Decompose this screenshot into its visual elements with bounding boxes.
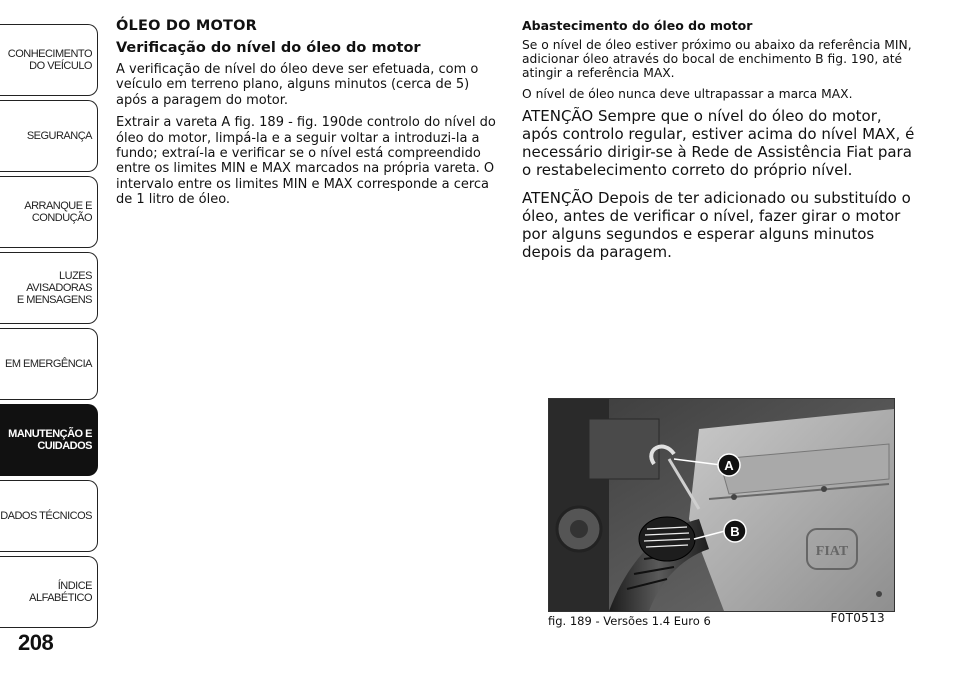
oil-level-check-heading: Verificação do nível do óleo do motor: [116, 40, 421, 56]
paragraph: Extrair a vareta A fig. 189 - fig. 190de controlo do nível do óleo do motor, limpá-la e a seguir voltar a introduzi-la a fundo; extraí-la e verificar se o nível está compreendido entre os limites MIN e MAX marcados na própria vareta. O intervalo entre os limites MIN e MAX corresponde a cerca de 1 litro de óleo.: [116, 115, 496, 208]
tab-manutencao-e-cuidados[interactable]: [0, 404, 98, 476]
tab-arranque-e-conducao[interactable]: [0, 176, 98, 248]
tab-indice-alfabetico[interactable]: [0, 556, 98, 628]
tab-dados-tecnicos[interactable]: [0, 480, 98, 552]
tab-label: DADOS TÉCNICOS: [0, 510, 92, 522]
page-number: 208: [18, 630, 54, 655]
tab-seguranca[interactable]: [0, 100, 98, 172]
tab-conhecimento-do-veiculo[interactable]: [0, 24, 98, 96]
oil-topup-heading: Abastecimento do óleo do motor: [522, 18, 753, 33]
tab-label: EM EMERGÊNCIA: [4, 358, 92, 370]
tab-label: SEGURANÇA: [26, 130, 92, 142]
right-column: [522, 18, 918, 271]
paragraph: O nível de óleo nunca deve ultrapassar a marca MAX.: [522, 86, 853, 101]
fiat-badge-text: FIAT: [815, 544, 849, 559]
tab-label: LUZES AVISADORAS E MENSAGENS: [16, 270, 92, 306]
tab-label: ARRANQUE E CONDUÇÃO: [24, 200, 92, 224]
engine-illustration: [549, 399, 894, 611]
tab-label: ÍNDICE ALFABÉTICO: [29, 580, 92, 604]
tab-label: CONHECIMENTO DO VEÍCULO: [7, 48, 92, 72]
caption-text: fig. 189 - Versões 1.4 Euro 6: [548, 614, 711, 628]
left-column: [116, 18, 502, 215]
figure-code: F0T0513: [830, 611, 885, 625]
tab-em-emergencia[interactable]: [0, 328, 98, 400]
tab-label: MANUTENÇÃO E CUIDADOS: [8, 428, 92, 452]
warning-note: ATENÇÃO Depois de ter adicionado ou substituído o óleo, antes de verificar o nível, fazer girar o motor por alguns segundos e esperar alguns minutos depois da paragem.: [522, 188, 911, 261]
figure-caption: [548, 611, 893, 630]
marker-b-label: B: [730, 524, 740, 539]
section-title: ÓLEO DO MOTOR: [116, 18, 257, 34]
engine-bay-photo: [548, 398, 895, 612]
paragraph: Se o nível de óleo estiver próximo ou abaixo da referência MIN, adicionar óleo através do bocal de enchimento B fig. 190, até atingir a referência MAX.: [522, 38, 912, 81]
warning-note: ATENÇÃO Sempre que o nível do óleo do motor, após controlo regular, estiver acima do nível MAX, é necessário dirigir-se à Rede de Assistência Fiat para o restabelecimento correto do próprio nível.: [522, 106, 915, 179]
tab-luzes-avisadoras[interactable]: [0, 252, 98, 324]
paragraph: A verificação de nível do óleo deve ser efetuada, com o veículo em terreno plano, alguns minutos (cerca de 5) após a paragem do motor.: [116, 62, 479, 108]
marker-a-label: A: [724, 458, 734, 473]
